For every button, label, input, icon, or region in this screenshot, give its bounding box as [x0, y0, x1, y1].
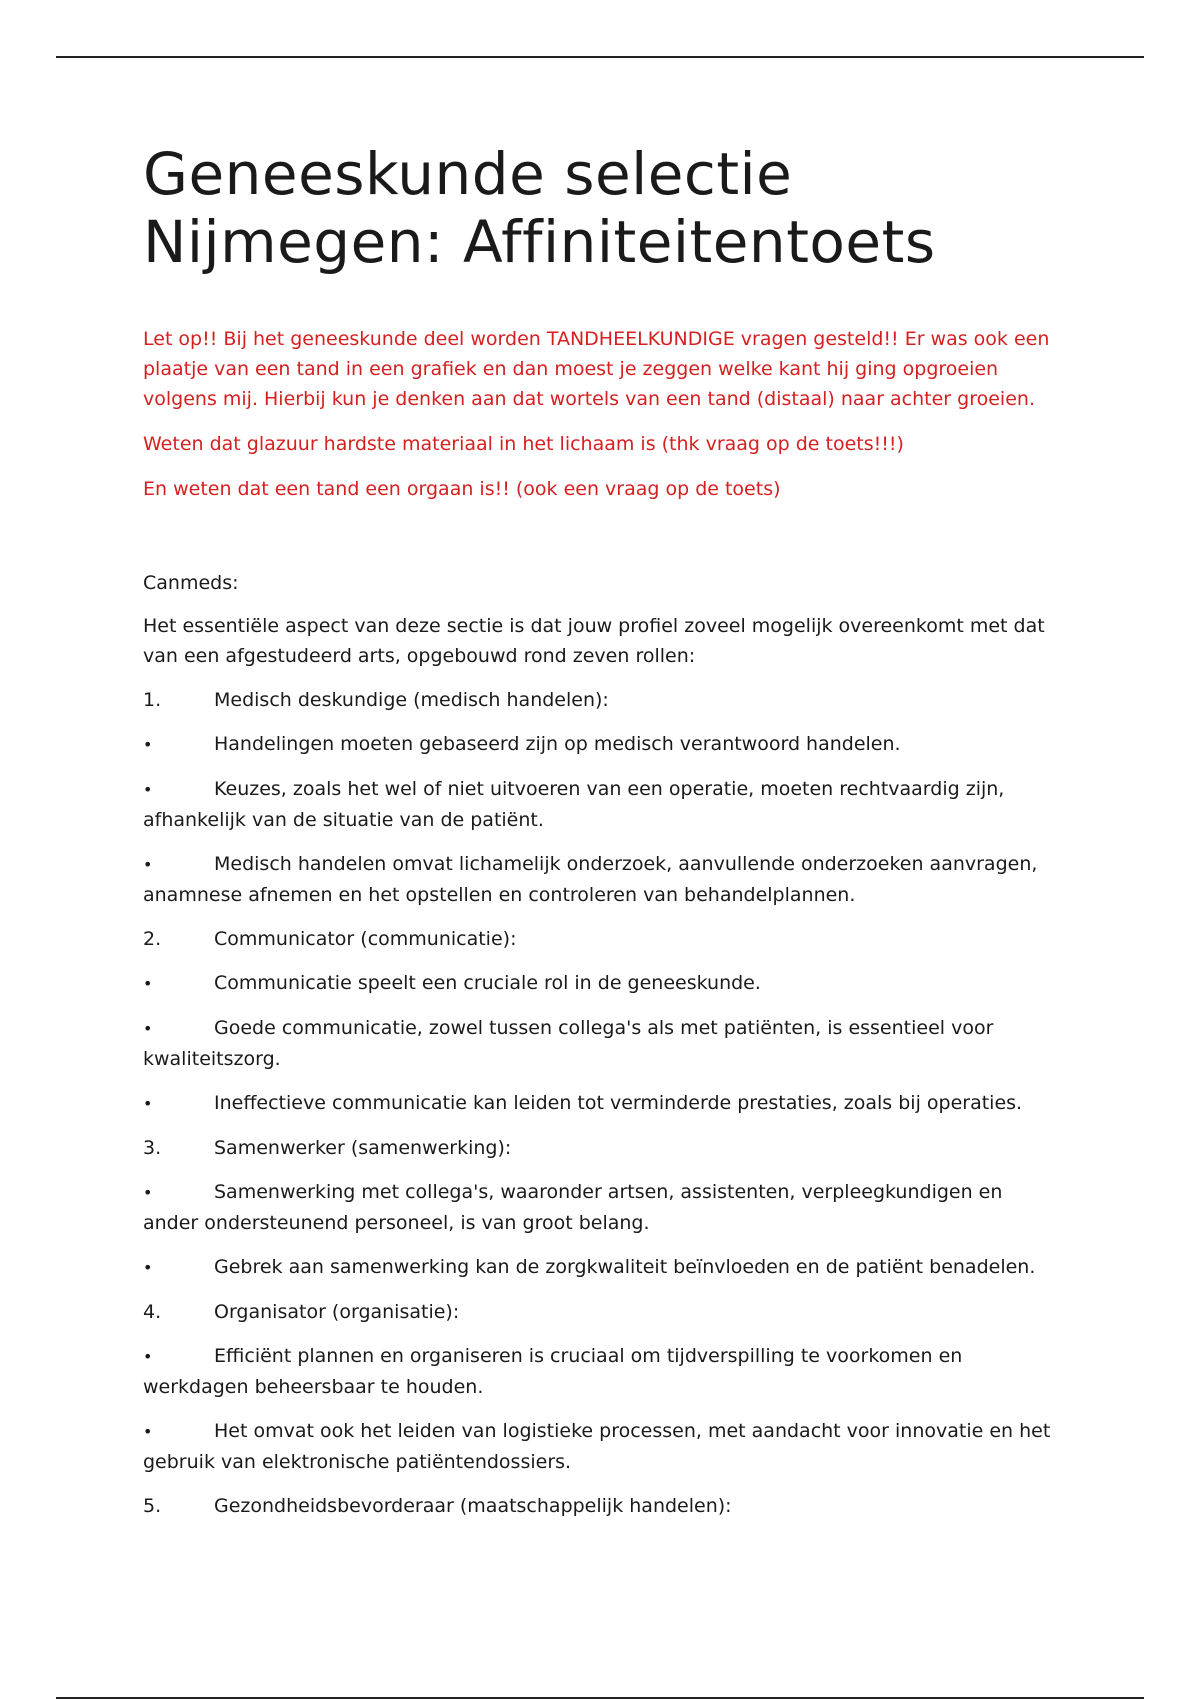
- list-item: [143, 1297, 1063, 1327]
- list-item-text: Het omvat ook het leiden van logistieke processen, met aandacht voor innovatie en het gebruik van elektronische patiëntendossiers.: [143, 1420, 1051, 1473]
- list-item: [143, 1133, 1063, 1163]
- warning-note: Weten dat glazuur hardste materiaal in het lichaam is (thk vraag op de toets!!!): [143, 433, 904, 455]
- list-item-text: Communicator (communicatie):: [214, 928, 517, 950]
- list-item-text: Gebrek aan samenwerking kan de zorgkwaliteit beïnvloeden en de patiënt benadelen.: [214, 1256, 1036, 1278]
- bullet-marker: •: [143, 1019, 153, 1038]
- warning-notes: [143, 324, 1063, 504]
- list-item: [143, 729, 1063, 760]
- list-item: [143, 1177, 1063, 1238]
- list-item-text: Goede communicatie, zowel tussen collega's als met patiënten, is essentieel voor kwaliteitszorg.: [143, 1017, 994, 1070]
- bullet-marker: •: [143, 974, 153, 993]
- list-number: 3.: [143, 1137, 162, 1159]
- list-item-text: Handelingen moeten gebaseerd zijn op medisch verantwoord handelen.: [214, 733, 901, 755]
- bullet-marker: •: [143, 855, 153, 874]
- list-item: [143, 774, 1063, 835]
- list-item-text: Organisator (organisatie):: [214, 1301, 460, 1323]
- list-item: [143, 1491, 1063, 1521]
- list-item-text: Samenwerker (samenwerking):: [214, 1137, 512, 1159]
- list-item-text: Medisch deskundige (medisch handelen):: [214, 689, 609, 711]
- list-item-text: Efficiënt plannen en organiseren is cruciaal om tijdverspilling te voorkomen en werkdagen beheersbaar te houden.: [143, 1345, 963, 1398]
- list-number: 2.: [143, 928, 162, 950]
- list-number: 5.: [143, 1495, 162, 1517]
- list-item: [143, 968, 1063, 999]
- list-item: [143, 1416, 1063, 1477]
- bullet-marker: •: [143, 1183, 153, 1202]
- warning-note: Let op!! Bij het geneeskunde deel worden TANDHEELKUNDIGE vragen gesteld!! Er was ook een plaatje van een tand in een grafiek en dan moest je zeggen welke kant hij ging opgroeien volgens mij. Hierbij kun je denken aan dat wortels van een tand (distaal) naar achter groeien.: [143, 328, 1050, 410]
- bottom-rule: [56, 1697, 1144, 1699]
- warning-note: En weten dat een tand een orgaan is!! (ook een vraag op de toets): [143, 478, 781, 500]
- list-item-text: Keuzes, zoals het wel of niet uitvoeren van een operatie, moeten rechtvaardig zijn, afhankelijk van de situatie van de patiënt.: [143, 778, 1005, 831]
- list-number: 1.: [143, 689, 162, 711]
- list-item-text: Samenwerking met collega's, waaronder artsen, assistenten, verpleegkundigen en ander ondersteunend personeel, is van groot belang.: [143, 1181, 1003, 1234]
- list-item: [143, 924, 1063, 954]
- list-item: [143, 849, 1063, 910]
- bullet-marker: •: [143, 735, 153, 754]
- bullet-marker: •: [143, 1258, 153, 1277]
- list-item-text: Medisch handelen omvat lichamelijk onderzoek, aanvullende onderzoeken aanvragen, anamnese afnemen en het opstellen en controleren van behandelplannen.: [143, 853, 1038, 906]
- document-title: Geneeskunde selectie Nijmegen: Affiniteitentoets: [143, 140, 936, 276]
- list-number: 4.: [143, 1301, 162, 1323]
- document-body: [143, 140, 1063, 1521]
- bullet-marker: •: [143, 1094, 153, 1113]
- intro-paragraph: Het essentiële aspect van deze sectie is dat jouw profiel zoveel mogelijk overeenkomt met dat van een afgestudeerd arts, opgebouwd rond zeven rollen:: [143, 615, 1045, 667]
- list-item: [143, 1341, 1063, 1402]
- list-item-text: Gezondheidsbevorderaar (maatschappelijk handelen):: [214, 1495, 732, 1517]
- list-item: [143, 1088, 1063, 1119]
- list-item: [143, 685, 1063, 715]
- list-item: [143, 1013, 1063, 1074]
- list-item-text: Ineffectieve communicatie kan leiden tot verminderde prestaties, zoals bij operaties.: [214, 1092, 1023, 1114]
- list-item: [143, 1252, 1063, 1283]
- list-item-text: Communicatie speelt een cruciale rol in de geneeskunde.: [214, 972, 761, 994]
- bullet-marker: •: [143, 1347, 153, 1366]
- section-label: Canmeds:: [143, 572, 239, 594]
- top-rule: [56, 56, 1144, 58]
- bullet-marker: •: [143, 1422, 153, 1441]
- bullet-marker: •: [143, 780, 153, 799]
